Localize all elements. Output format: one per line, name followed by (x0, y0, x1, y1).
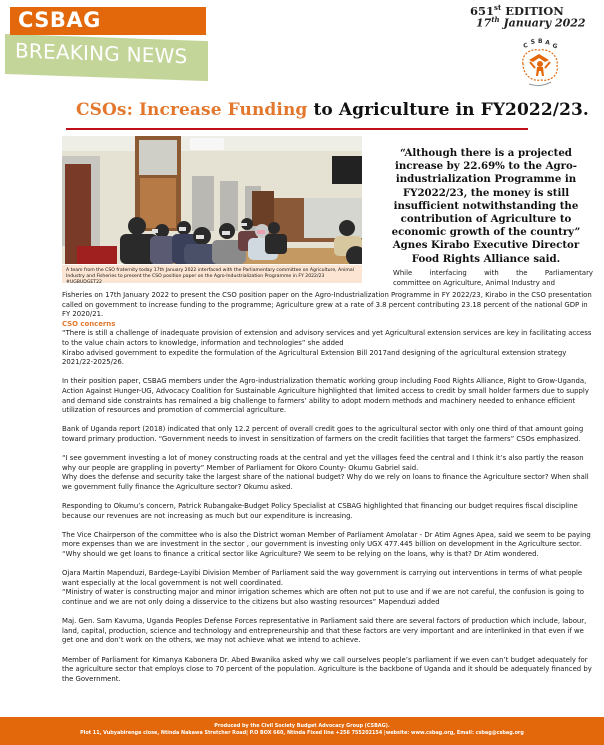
brand-label: CSBAG (18, 8, 101, 32)
article-paragraph: Why does the defense and security take the largest share of the national budget? Why do we rely on loans to finance the Agriculture sector? When shall we government fully finance the Agriculture sector? Okumu asked. (62, 473, 589, 491)
article-body (62, 291, 592, 684)
headline-accent: CSOs: Increase Funding (76, 100, 308, 120)
article-paragraph: Member of Parliament for Kimanya Kabonera Dr. Abed Bwanika asked why we call ourselves people’s parliament if we even can’t budget adequately for the agriculture sector that employs close to 70 percent of the population. Agriculture is the backbone of Uganda and it should be adequately financed by the Government. (62, 655, 592, 683)
article-paragraph: In their position paper, CSBAG members under the Agro-industrialization thematic working group including Food Rights Alliance, Right to Grow-Uganda, Action Against Hunger-UG, Advocacy Coalition for Sustainable Agriculture highlighted that limited access to credit by small holder farmers due to supply and demand side constraints has remained a big challenge to farmers’ ability to adopt modern methods and machinery needed to enhance efficient utilization of resources and promotion of commercial agriculture. (62, 377, 589, 415)
svg-text:A: A (544, 39, 551, 47)
brand-banner (10, 7, 206, 35)
paragraph-gap (62, 416, 592, 426)
csbag-logo-icon (515, 38, 565, 90)
headline-rest: to Agriculture in FY2022/23. (307, 100, 589, 120)
svg-text:C: C (522, 41, 529, 50)
date-rest: January 2022 (499, 16, 586, 30)
paragraph-gap (62, 368, 592, 378)
article-paragraph: Maj. Gen. Sam Kavuma, Uganda Peoples Defense Forces representative in Parliament said there are several factors of production which include, labour, land, capital, production, science and technology and entrepreneurship and that these factors are very important and are interlinked in that even if we get one and don’t work on the others, we may not achieve what we intend to achieve. (62, 617, 587, 645)
article-paragraph: Responding to Okumu’s concern, Patrick Rubangake-Budget Policy Specialist at CSBAG highlighted that financing our budget requires fiscal discipline because our revenues are not increasing as much but our expenditure is increasing. (62, 502, 578, 520)
article-paragraph: “Ministry of water is constructing major and minor irrigation schemes which are often not put to use and if we are not careful, the confusion is going to continue and we are not only doing a disservice to the citizens but also wasting resources” Mapenduzi added (62, 588, 584, 606)
article-paragraph: “I see government investing a lot of money constructing roads at the central and yet the villages feed the central and I think it’s also partly the reason why our people are grappling in poverty” Member of Parliament for Okoro County- Okumu Gabriel said. (62, 454, 584, 472)
breaking-news-banner (5, 34, 208, 81)
photo-caption: A team from the CSO fraternity today 17th January 2022 interfaced with the Parliamentary committee on Agriculture, Animal Industry and Fisheries to present the CSO position paper on the Agro-Industrialization Programme in FY 2022/23 #UGBUDGET22 (62, 265, 362, 283)
article-paragraph: “Why should we get loans to finance a critical sector like Agriculture? We seem to be relying on the loans, why is that? Dr Atim wondered. (62, 550, 539, 559)
section-subhead: CSO concerns (62, 319, 116, 328)
article-intro-continued: Fisheries on 17th January 2022 to present the CSO position paper on the Agro-Industrialization Programme in FY 2022/23, Kirabo in the CSO presentation called on government to increase funding to the programme; Agriculture grew at a rate of 3.8 percent contributing 23.18 percent of the national GDP in FY 2020/21. (62, 291, 592, 319)
paragraph-gap (62, 492, 592, 502)
edition-suffix: st (494, 3, 502, 12)
meeting-photo-illustration (62, 136, 362, 264)
svg-text:G: G (551, 42, 559, 51)
svg-text:S: S (530, 38, 536, 46)
issue-date (476, 15, 586, 30)
paragraph-gap (62, 608, 592, 618)
edition-label: EDITION (501, 3, 564, 18)
date-day: 17 (476, 16, 492, 30)
meeting-photo (62, 136, 362, 264)
paragraph-gap (62, 560, 592, 570)
footer-bar (0, 717, 604, 745)
footer-producer: Produced by the Civil Society Budget Advocacy Group (CSBAG). (214, 723, 390, 729)
pull-quote: “Although there is a projected increase by 22.69% to the Agro-industrialization Programme in FY2022/23, the money is still insufficient notwithstanding the contribution of Agriculture to economic growth of the country” Agnes Kirabo Executive Director Food Rights Alliance said. (391, 147, 581, 265)
article-paragraph: Kirabo advised government to expedite the formulation of the Agricultural Extension Bill 2017and designing of the agricultural extension strategy 2021/22-2025/26. (62, 348, 567, 367)
headline-divider (66, 128, 528, 130)
article-paragraph: Ojara Martin Mapenduzi, Bardege-Layibi Division Member of Parliament said the way government is carrying out interventions in terms of what people want especially at the local government is not well coordinated. (62, 569, 583, 587)
paragraph-gap (62, 646, 592, 656)
date-suffix: th (491, 15, 500, 24)
article-paragraph: “There is still a challenge of inadequate provision of extension and advisory services and yet Agricultural extension services are key in facilitating access to the value chain actors to knowledge, information and technologies” she added (62, 329, 592, 347)
paragraph-gap (62, 521, 592, 531)
article-paragraph: Bank of Uganda report (2018) indicated that only 12.2 percent of overall credit goes to the agricultural sector with only one third of that amount going toward primary production. “Government needs to invest in sensitization of farmers on the credit facilities that target the farmers” CSOs emphasized. (62, 425, 584, 443)
svg-text:B: B (538, 38, 543, 45)
article-headline (66, 100, 589, 120)
footer-contact: Plot 11, Vubyabirenge close, Ntinda Nakawa Stretcher Road| P.O BOX 660, Ntinda Fixed line +256 755202154 |website: www.csbag.org, Email: csbag@csbag.org (80, 730, 524, 737)
article-intro-line-1: While interfacing with the Parliamentary (393, 269, 593, 277)
article-paragraph: The Vice Chairperson of the committee who is also the District woman Member of Parliament Amolatar - Dr Atim Agnes Apea, said we seem to be paying more expenses than we are investment in the sector , our government is investing only UGX 477.445 billion on development in the Agriculture sector. (62, 530, 591, 549)
paragraph-gap (62, 445, 592, 455)
edition-number-value: 651 (470, 3, 495, 18)
article-intro-line-2: committee on Agriculture, Animal Industry and (393, 279, 555, 287)
breaking-news-label: BREAKING NEWS (15, 38, 188, 69)
